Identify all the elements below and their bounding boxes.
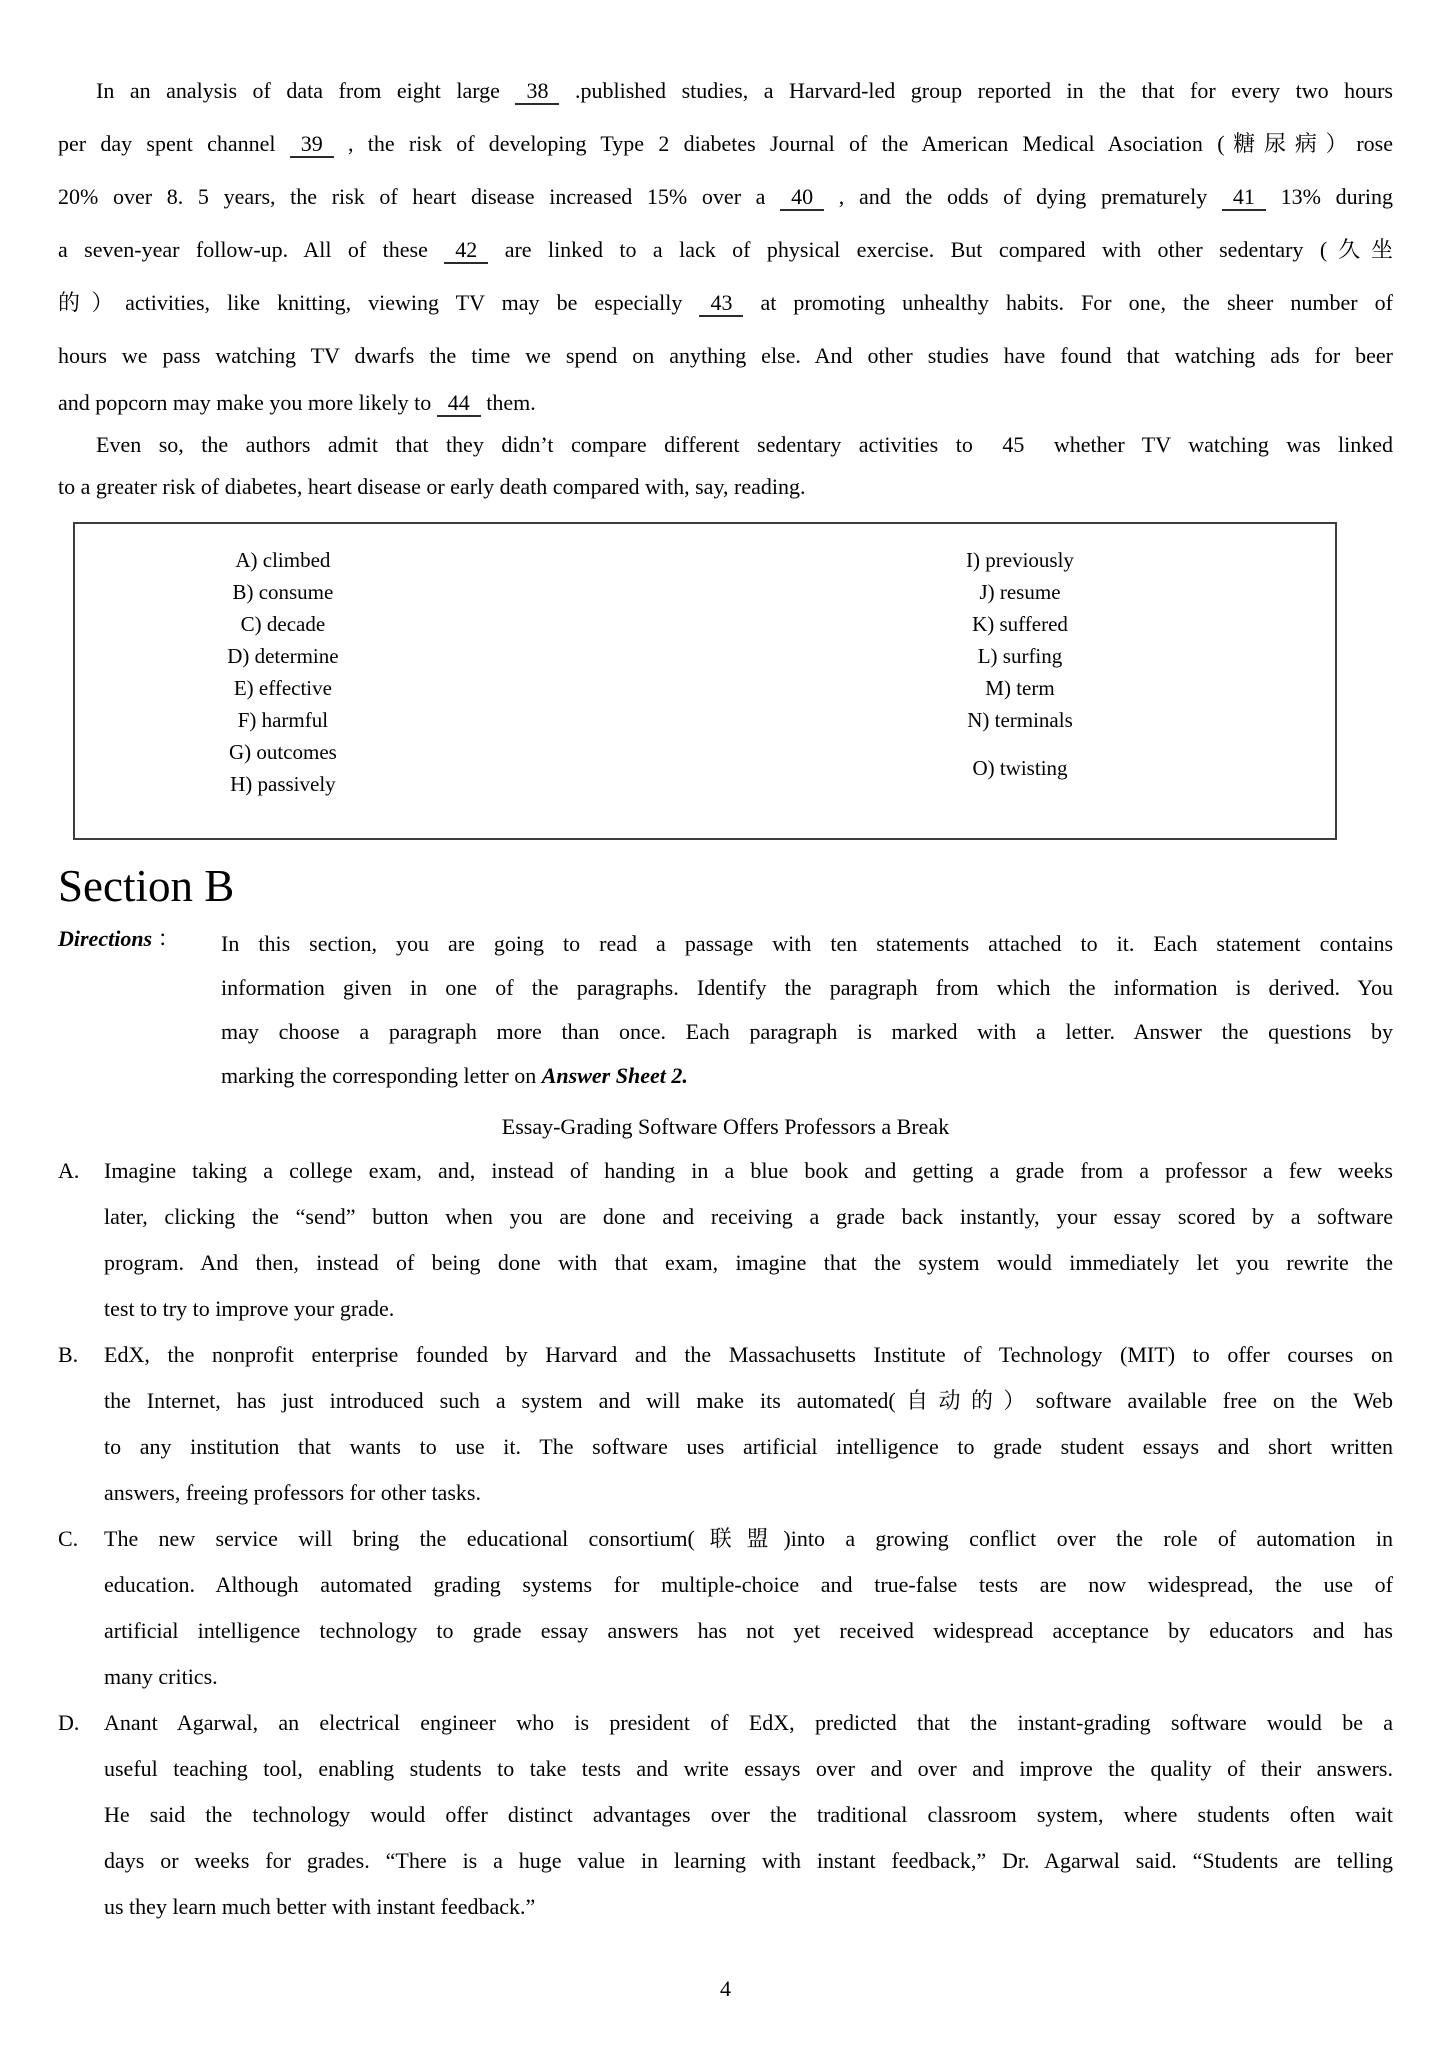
paragraph-line: us they learn much better with instant feedback.”	[104, 1894, 536, 1919]
word-bank-option-h: H) passively	[230, 772, 336, 796]
word-bank-option-o: O) twisting	[972, 756, 1068, 780]
reading-passage-title: Essay-Grading Software Offers Professors a Break	[501, 1114, 950, 1139]
cloze-text: and popcorn may make you more likely to	[58, 390, 432, 415]
cloze-text: , the risk of developing Type 2 diabetes Journal of the American Medical Asociation (糖尿病）rose	[348, 131, 1393, 156]
word-bank-option-d: D) determine	[227, 644, 339, 668]
word-bank-option-m: M) term	[985, 676, 1055, 700]
paragraph-line: The new service will bring the educational consortium(联盟)into a growing conflict over the role of automation in	[104, 1526, 1393, 1551]
word-bank-option-e: E) effective	[233, 676, 332, 700]
cloze-passage	[58, 64, 1393, 508]
cloze-text: 20% over 8. 5 years, the risk of heart disease increased 15% over a	[58, 184, 766, 209]
paragraph-line: answers, freeing professors for other tasks.	[104, 1480, 481, 1505]
paragraph-c-text	[104, 1516, 1393, 1700]
directions-label	[58, 922, 221, 1098]
word-bank-option-i: I) previously	[966, 548, 1074, 572]
paragraph-a-text	[104, 1148, 1393, 1332]
section-b-heading: Section B	[58, 861, 235, 911]
paragraph-line: days or weeks for grades. “There is a huge value in learning with instant feedback,” Dr. Agarwal said. “Students are telling	[104, 1848, 1393, 1873]
word-bank-option-a: A) climbed	[235, 548, 331, 572]
blank-43: 43	[699, 290, 743, 317]
word-bank-column-left	[75, 544, 491, 814]
cloze-line-6: hours we pass watching TV dwarfs the time we spend on anything else. And other studies have found that watching ads for beer	[58, 343, 1393, 368]
cloze-text: are linked to a lack of physical exercise. But compared with other sedentary (久坐	[504, 237, 1394, 262]
paragraph-a-label: A.	[58, 1158, 80, 1183]
cloze-text: 的）activities, like knitting, viewing TV may be especially	[58, 290, 683, 315]
blank-40: 40	[780, 184, 824, 211]
cloze-text: 13% during	[1280, 184, 1394, 209]
paragraph-a	[58, 1148, 1393, 1332]
blank-38: 38	[515, 78, 559, 105]
paragraph-line: test to try to improve your grade.	[104, 1296, 395, 1321]
paragraph-line: to any institution that wants to use it. The software uses artificial intelligence to grade student essays and short written	[104, 1434, 1393, 1459]
answer-sheet-ref: Answer Sheet 2.	[541, 1063, 688, 1088]
directions-tail-text: marking the corresponding letter on	[221, 1063, 542, 1088]
paragraph-line: Imagine taking a college exam, and, instead of handing in a blue book and getting a grade from a professor a few weeks	[104, 1158, 1393, 1183]
paragraph-line: education. Although automated grading systems for multiple-choice and true-false tests are now widespread, the use of	[104, 1572, 1393, 1597]
paragraph-line: later, clicking the “send” button when you are done and receiving a grade back instantly, your essay scored by a software	[104, 1204, 1393, 1229]
directions-line-1: In this section, you are going to read a passage with ten statements attached to it. Each statement contains	[221, 931, 1393, 956]
cloze-line-5	[58, 276, 1393, 329]
cloze-text: them.	[486, 390, 536, 415]
word-bank-option-g: G) outcomes	[228, 740, 337, 764]
blank-39: 39	[290, 131, 334, 158]
cloze-text: per day spent channel	[58, 131, 276, 156]
blank-42: 42	[444, 237, 488, 264]
word-bank-option-j: J) resume	[979, 580, 1061, 604]
paragraph-line: Anant Agarwal, an electrical engineer who is president of EdX, predicted that the instant-grading software would be a	[104, 1710, 1393, 1735]
directions-line-2: information given in one of the paragraphs. Identify the paragraph from which the information is derived. You	[221, 975, 1393, 1000]
word-bank-column-right	[781, 544, 1260, 814]
cloze-text: .published studies, a Harvard-led group reported in the that for every two hours	[575, 78, 1393, 103]
word-bank-option-f: F) harmful	[237, 708, 329, 732]
cloze-text: a seven-year follow-up. All of these	[58, 237, 428, 262]
directions-line-3: may choose a paragraph more than once. Each paragraph is marked with a letter. Answer the questions by	[221, 1019, 1393, 1044]
paragraph-line: useful teaching tool, enabling students to take tests and write essays over and over and improve the quality of their answers.	[104, 1756, 1393, 1781]
page-number: 4	[720, 1976, 731, 2001]
blank-44: 44	[437, 390, 481, 417]
directions-block	[58, 922, 1393, 1098]
cloze-line-9: to a greater risk of diabetes, heart disease or early death compared with, say, reading.	[58, 474, 806, 499]
paragraph-line: program. And then, instead of being done with that exam, imagine that the system would immediately let you rewrite the	[104, 1250, 1393, 1275]
paragraph-d-text	[104, 1700, 1393, 1930]
word-bank-option-b: B) consume	[232, 580, 334, 604]
cloze-text: whether TV watching was linked	[1053, 432, 1394, 457]
cloze-line-8	[58, 424, 1393, 466]
cloze-line-2	[58, 117, 1393, 170]
word-bank-option-l: L) surfing	[977, 644, 1063, 668]
paragraph-c-label: C.	[58, 1526, 79, 1551]
cloze-text: Even so, the authors admit that they didn’t compare different sedentary activities to	[96, 432, 973, 457]
cloze-line-1	[58, 64, 1393, 117]
paragraph-line: the Internet, has just introduced such a system and will make its automated(自动的）software available free on the Web	[104, 1388, 1393, 1413]
paragraph-b	[58, 1332, 1393, 1516]
paragraph-d	[58, 1700, 1393, 1930]
directions-colon: ：	[157, 926, 180, 951]
cloze-text: , and the odds of dying prematurely	[838, 184, 1208, 209]
cloze-text: at promoting unhealthy habits. For one, the sheer number of	[760, 290, 1394, 315]
word-bank-option-n: N) terminals	[967, 708, 1073, 732]
paragraph-line: artificial intelligence technology to grade essay answers has not yet received widespread acceptance by educators and has	[104, 1618, 1393, 1643]
paragraph-b-label: B.	[58, 1342, 79, 1367]
paragraph-line: many critics.	[104, 1664, 218, 1689]
blank-41: 41	[1222, 184, 1266, 211]
cloze-line-3	[58, 170, 1393, 223]
directions-word: Directions	[58, 926, 153, 951]
paragraph-b-text	[104, 1332, 1393, 1516]
cloze-line-7	[58, 382, 1393, 424]
directions-text	[221, 922, 1393, 1098]
word-bank-option-c: C) decade	[240, 612, 326, 636]
paragraph-d-label: D.	[58, 1710, 80, 1735]
cloze-line-4	[58, 223, 1393, 276]
paragraph-line: EdX, the nonprofit enterprise founded by Harvard and the Massachusetts Institute of Technology (MIT) to offer courses on	[104, 1342, 1393, 1367]
cloze-text: In an analysis of data from eight large	[96, 78, 500, 103]
blank-45: 45	[1002, 432, 1025, 457]
paragraph-c	[58, 1516, 1393, 1700]
directions-line-4	[221, 1054, 1393, 1098]
paragraph-line: He said the technology would offer distinct advantages over the traditional classroom system, where students often wait	[104, 1802, 1393, 1827]
word-bank-box	[73, 522, 1337, 840]
word-bank-option-k: K) suffered	[972, 612, 1068, 636]
